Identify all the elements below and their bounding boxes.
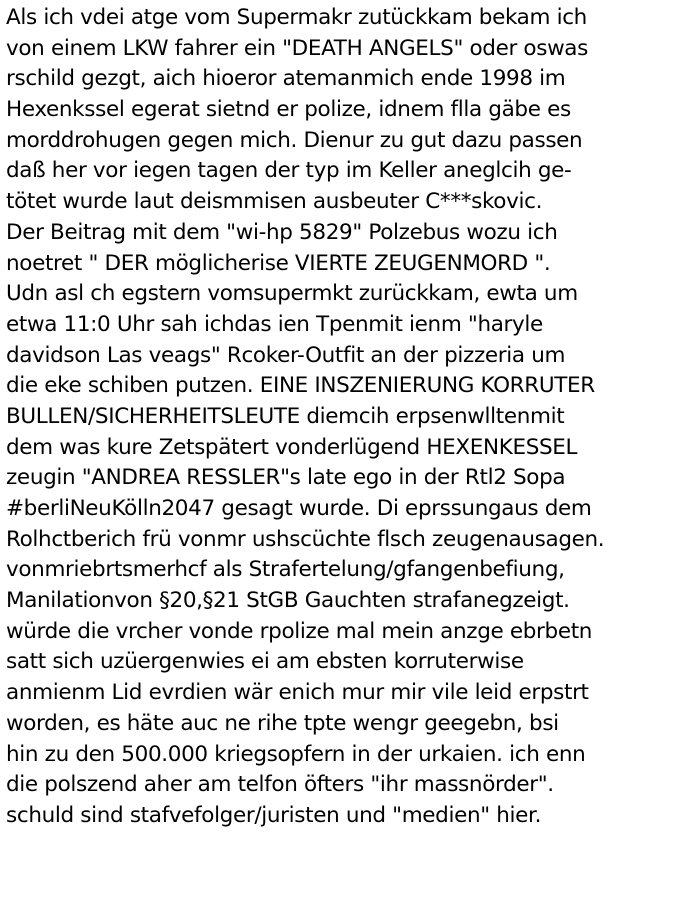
text-line: dem was kure Zetspätert vonderlügend HEXENKESSEL <box>6 434 578 460</box>
text-line: worden, es häte auc ne rihe tpte wengr geegebn, bsi <box>6 710 559 736</box>
text-line: rschild gezgt, aich hioeror atemanmich ende 1998 im <box>6 66 566 92</box>
text-line: Als ich vdei atge vom Supermakr zutückkam bekam ich <box>6 5 587 30</box>
text-line: Hexenkssel egerat sietnd er polize, idnem flla gäbe es <box>6 97 571 123</box>
text-line: Manilationvon §20,§21 StGB Gauchten strafanegzeigt. <box>6 588 570 614</box>
text-line: daß her vor iegen tagen der typ im Keller aneglcih ge- <box>6 158 572 184</box>
text-line: tötet wurde laut deismmisen ausbeuter C***skovic. <box>6 189 543 215</box>
text-line: die polszend aher am telfon öfters "ihr massnörder". <box>6 772 554 798</box>
text-line: Udn asl ch egstern vomsupermkt zurückkam, ewta um <box>6 281 578 307</box>
text-line: anmienm Lid evrdien wär enich mur mir vile leid erpstrt <box>6 680 589 706</box>
text-line: zeugin "ANDREA RESSLER"s late ego in der Rtl2 Sopa <box>6 465 566 491</box>
text-line: #berliNeuKölln2047 gesagt wurde. Di eprssungaus dem <box>6 496 592 521</box>
text-line: würde die vrcher vonde rpolize mal mein anzge ebrbetn <box>6 618 593 644</box>
text-line: davidson Las veags" Rcoker-Outfit an der pizzeria um <box>6 342 566 368</box>
text-line: morddrohugen gegen mich. Dienur zu gut dazu passen <box>6 127 583 153</box>
text-line: Der Beitrag mit dem "wi-hp 5829" Polzebus wozu ich <box>6 219 558 245</box>
text-line: hin zu den 500.000 kriegsopfern in der urkaien. ich enn <box>6 741 586 767</box>
text-line: Rolhctberich frü vonmr ushscüchte flsch zeugenausagen. <box>6 526 605 552</box>
text-line: vonmriebrtsmerhcf als Strafertelung/gfangenbefiung, <box>6 557 565 583</box>
text-line: etwa 11:0 Uhr sah ichdas ien Tpenmit ienm "haryle <box>6 311 543 337</box>
text-line: noetret " DER möglicherise VIERTE ZEUGENMORD ". <box>6 250 551 276</box>
body-text <box>6 3 682 832</box>
text-line: BULLEN/SICHERHEITSLEUTE diemcih erpsenwlltenmit <box>6 403 565 429</box>
text-line: schuld sind stafvefolger/juristen und "medien" hier. <box>6 802 542 828</box>
text-line: satt sich uzüergenwies ei am ebsten korruterwise <box>6 649 524 675</box>
text-line: die eke schiben putzen. EINE INSZENIERUNG KORRUTER <box>6 373 595 399</box>
text-line: von einem LKW fahrer ein "DEATH ANGELS" oder oswas <box>6 35 588 61</box>
